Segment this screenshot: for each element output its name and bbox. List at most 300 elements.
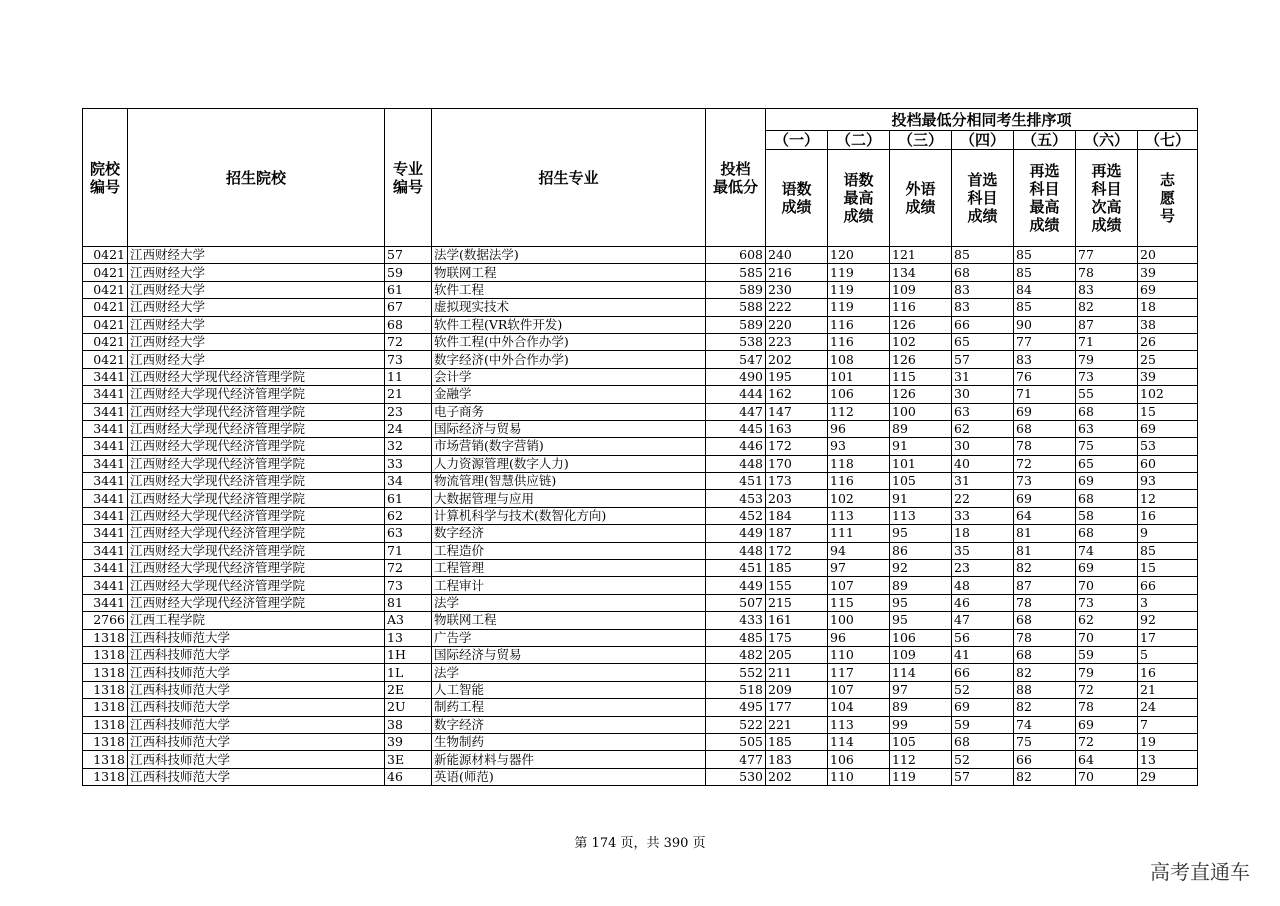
table-row bbox=[83, 420, 1198, 437]
second-subject-next-cell: 59 bbox=[1076, 646, 1138, 663]
major-code-cell: 62 bbox=[385, 507, 432, 524]
first-subject-cell: 31 bbox=[952, 368, 1014, 385]
major-code-cell: 61 bbox=[385, 281, 432, 298]
chinese-math-max-cell: 106 bbox=[828, 751, 890, 768]
major-name-cell: 法学(数据法学) bbox=[432, 247, 706, 264]
school-code-cell: 3441 bbox=[83, 473, 128, 490]
school-name-cell: 江西财经大学现代经济管理学院 bbox=[128, 473, 385, 490]
second-subject-next-cell: 69 bbox=[1076, 716, 1138, 733]
chinese-math-max-cell: 112 bbox=[828, 403, 890, 420]
foreign-lang-cell: 112 bbox=[890, 751, 952, 768]
major-name-cell: 金融学 bbox=[432, 386, 706, 403]
school-code-cell: 3441 bbox=[83, 577, 128, 594]
chinese-math-max-cell: 102 bbox=[828, 490, 890, 507]
min-score-cell: 451 bbox=[706, 560, 766, 577]
school-name-cell: 江西财经大学现代经济管理学院 bbox=[128, 438, 385, 455]
table-row bbox=[83, 507, 1198, 524]
preference-no-cell: 3 bbox=[1138, 594, 1198, 611]
major-code-cell: 32 bbox=[385, 438, 432, 455]
chinese-math-cell: 202 bbox=[766, 768, 828, 785]
second-subject-next-cell: 73 bbox=[1076, 594, 1138, 611]
foreign-lang-cell: 114 bbox=[890, 664, 952, 681]
chinese-math-cell: 223 bbox=[766, 333, 828, 350]
table-row bbox=[83, 438, 1198, 455]
major-code-cell: 23 bbox=[385, 403, 432, 420]
foreign-lang-cell: 106 bbox=[890, 629, 952, 646]
chinese-math-cell: 203 bbox=[766, 490, 828, 507]
foreign-lang-cell: 91 bbox=[890, 490, 952, 507]
second-subject-max-cell: 85 bbox=[1014, 247, 1076, 264]
admission-table bbox=[82, 108, 1198, 786]
major-name-cell: 法学 bbox=[432, 664, 706, 681]
foreign-lang-cell: 92 bbox=[890, 560, 952, 577]
first-subject-cell: 68 bbox=[952, 733, 1014, 750]
chinese-math-max-cell: 107 bbox=[828, 577, 890, 594]
foreign-lang-cell: 95 bbox=[890, 612, 952, 629]
second-subject-max-cell: 68 bbox=[1014, 612, 1076, 629]
header-tiebreak-number: （五） bbox=[1014, 131, 1076, 150]
chinese-math-max-cell: 119 bbox=[828, 281, 890, 298]
foreign-lang-cell: 119 bbox=[890, 768, 952, 785]
min-score-cell: 547 bbox=[706, 351, 766, 368]
major-code-cell: 46 bbox=[385, 768, 432, 785]
school-code-cell: 0421 bbox=[83, 264, 128, 281]
min-score-cell: 482 bbox=[706, 646, 766, 663]
major-code-cell: 63 bbox=[385, 525, 432, 542]
second-subject-max-cell: 68 bbox=[1014, 646, 1076, 663]
school-name-cell: 江西科技师范大学 bbox=[128, 681, 385, 698]
school-code-cell: 0421 bbox=[83, 316, 128, 333]
header-tiebreak-number: （一） bbox=[766, 131, 828, 150]
table-row bbox=[83, 247, 1198, 264]
major-name-cell: 人力资源管理(数字人力) bbox=[432, 455, 706, 472]
first-subject-cell: 30 bbox=[952, 386, 1014, 403]
school-name-cell: 江西科技师范大学 bbox=[128, 646, 385, 663]
second-subject-next-cell: 83 bbox=[1076, 281, 1138, 298]
foreign-lang-cell: 97 bbox=[890, 681, 952, 698]
preference-no-cell: 39 bbox=[1138, 368, 1198, 385]
school-name-cell: 江西财经大学现代经济管理学院 bbox=[128, 507, 385, 524]
major-name-cell: 物联网工程 bbox=[432, 264, 706, 281]
second-subject-max-cell: 69 bbox=[1014, 403, 1076, 420]
first-subject-cell: 56 bbox=[952, 629, 1014, 646]
second-subject-max-cell: 87 bbox=[1014, 577, 1076, 594]
major-code-cell: 68 bbox=[385, 316, 432, 333]
second-subject-next-cell: 87 bbox=[1076, 316, 1138, 333]
min-score-cell: 585 bbox=[706, 264, 766, 281]
school-name-cell: 江西科技师范大学 bbox=[128, 751, 385, 768]
min-score-cell: 451 bbox=[706, 473, 766, 490]
major-code-cell: 38 bbox=[385, 716, 432, 733]
second-subject-max-cell: 88 bbox=[1014, 681, 1076, 698]
chinese-math-max-cell: 108 bbox=[828, 351, 890, 368]
min-score-cell: 507 bbox=[706, 594, 766, 611]
first-subject-cell: 41 bbox=[952, 646, 1014, 663]
second-subject-next-cell: 73 bbox=[1076, 368, 1138, 385]
table-row bbox=[83, 560, 1198, 577]
major-code-cell: 59 bbox=[385, 264, 432, 281]
second-subject-next-cell: 79 bbox=[1076, 664, 1138, 681]
chinese-math-cell: 240 bbox=[766, 247, 828, 264]
chinese-math-cell: 187 bbox=[766, 525, 828, 542]
min-score-cell: 448 bbox=[706, 455, 766, 472]
second-subject-next-cell: 74 bbox=[1076, 542, 1138, 559]
second-subject-max-cell: 82 bbox=[1014, 699, 1076, 716]
first-subject-cell: 63 bbox=[952, 403, 1014, 420]
school-name-cell: 江西财经大学 bbox=[128, 247, 385, 264]
second-subject-next-cell: 70 bbox=[1076, 768, 1138, 785]
school-code-cell: 2766 bbox=[83, 612, 128, 629]
preference-no-cell: 60 bbox=[1138, 455, 1198, 472]
second-subject-next-cell: 75 bbox=[1076, 438, 1138, 455]
preference-no-cell: 13 bbox=[1138, 751, 1198, 768]
second-subject-max-cell: 75 bbox=[1014, 733, 1076, 750]
chinese-math-max-cell: 110 bbox=[828, 646, 890, 663]
table-row bbox=[83, 664, 1198, 681]
watermark: 高考直通车 bbox=[1150, 860, 1250, 884]
second-subject-next-cell: 55 bbox=[1076, 386, 1138, 403]
school-name-cell: 江西财经大学现代经济管理学院 bbox=[128, 403, 385, 420]
major-name-cell: 数字经济 bbox=[432, 525, 706, 542]
major-code-cell: 73 bbox=[385, 577, 432, 594]
first-subject-cell: 57 bbox=[952, 351, 1014, 368]
foreign-lang-cell: 89 bbox=[890, 699, 952, 716]
preference-no-cell: 9 bbox=[1138, 525, 1198, 542]
preference-no-cell: 69 bbox=[1138, 420, 1198, 437]
major-code-cell: 34 bbox=[385, 473, 432, 490]
min-score-cell: 589 bbox=[706, 316, 766, 333]
chinese-math-cell: 177 bbox=[766, 699, 828, 716]
major-name-cell: 国际经济与贸易 bbox=[432, 646, 706, 663]
major-code-cell: 21 bbox=[385, 386, 432, 403]
preference-no-cell: 17 bbox=[1138, 629, 1198, 646]
min-score-cell: 447 bbox=[706, 403, 766, 420]
chinese-math-max-cell: 117 bbox=[828, 664, 890, 681]
preference-no-cell: 16 bbox=[1138, 664, 1198, 681]
min-score-cell: 452 bbox=[706, 507, 766, 524]
second-subject-next-cell: 69 bbox=[1076, 473, 1138, 490]
school-code-cell: 0421 bbox=[83, 281, 128, 298]
foreign-lang-cell: 102 bbox=[890, 333, 952, 350]
first-subject-cell: 59 bbox=[952, 716, 1014, 733]
second-subject-next-cell: 65 bbox=[1076, 455, 1138, 472]
school-name-cell: 江西科技师范大学 bbox=[128, 768, 385, 785]
preference-no-cell: 53 bbox=[1138, 438, 1198, 455]
foreign-lang-cell: 134 bbox=[890, 264, 952, 281]
preference-no-cell: 69 bbox=[1138, 281, 1198, 298]
preference-no-cell: 12 bbox=[1138, 490, 1198, 507]
school-code-cell: 1318 bbox=[83, 733, 128, 750]
second-subject-max-cell: 78 bbox=[1014, 594, 1076, 611]
chinese-math-cell: 170 bbox=[766, 455, 828, 472]
min-score-cell: 446 bbox=[706, 438, 766, 455]
major-code-cell: 61 bbox=[385, 490, 432, 507]
foreign-lang-cell: 105 bbox=[890, 733, 952, 750]
first-subject-cell: 85 bbox=[952, 247, 1014, 264]
second-subject-next-cell: 58 bbox=[1076, 507, 1138, 524]
chinese-math-cell: 185 bbox=[766, 560, 828, 577]
min-score-cell: 588 bbox=[706, 299, 766, 316]
chinese-math-cell: 209 bbox=[766, 681, 828, 698]
chinese-math-max-cell: 107 bbox=[828, 681, 890, 698]
header-tiebreak-title: 投档最低分相同考生排序项 bbox=[766, 109, 1198, 131]
min-score-cell: 477 bbox=[706, 751, 766, 768]
chinese-math-max-cell: 101 bbox=[828, 368, 890, 385]
major-code-cell: 57 bbox=[385, 247, 432, 264]
school-code-cell: 0421 bbox=[83, 299, 128, 316]
second-subject-next-cell: 68 bbox=[1076, 403, 1138, 420]
second-subject-max-cell: 73 bbox=[1014, 473, 1076, 490]
foreign-lang-cell: 99 bbox=[890, 716, 952, 733]
second-subject-max-cell: 85 bbox=[1014, 264, 1076, 281]
chinese-math-max-cell: 111 bbox=[828, 525, 890, 542]
chinese-math-max-cell: 118 bbox=[828, 455, 890, 472]
page-footer: 第 174 页，共 390 页 bbox=[574, 836, 706, 851]
first-subject-cell: 65 bbox=[952, 333, 1014, 350]
first-subject-cell: 48 bbox=[952, 577, 1014, 594]
second-subject-next-cell: 71 bbox=[1076, 333, 1138, 350]
school-code-cell: 1318 bbox=[83, 751, 128, 768]
major-name-cell: 大数据管理与应用 bbox=[432, 490, 706, 507]
second-subject-max-cell: 85 bbox=[1014, 299, 1076, 316]
chinese-math-max-cell: 115 bbox=[828, 594, 890, 611]
min-score-cell: 485 bbox=[706, 629, 766, 646]
header-school-code: 院校 编号 bbox=[83, 109, 128, 247]
school-name-cell: 江西财经大学 bbox=[128, 299, 385, 316]
chinese-math-max-cell: 106 bbox=[828, 386, 890, 403]
chinese-math-max-cell: 94 bbox=[828, 542, 890, 559]
second-subject-max-cell: 64 bbox=[1014, 507, 1076, 524]
foreign-lang-cell: 126 bbox=[890, 386, 952, 403]
min-score-cell: 453 bbox=[706, 490, 766, 507]
second-subject-next-cell: 68 bbox=[1076, 490, 1138, 507]
chinese-math-cell: 161 bbox=[766, 612, 828, 629]
table-row bbox=[83, 333, 1198, 350]
min-score-cell: 448 bbox=[706, 542, 766, 559]
school-name-cell: 江西财经大学现代经济管理学院 bbox=[128, 577, 385, 594]
school-name-cell: 江西财经大学现代经济管理学院 bbox=[128, 455, 385, 472]
major-name-cell: 电子商务 bbox=[432, 403, 706, 420]
school-code-cell: 3441 bbox=[83, 420, 128, 437]
first-subject-cell: 31 bbox=[952, 473, 1014, 490]
table-row bbox=[83, 299, 1198, 316]
table-row bbox=[83, 612, 1198, 629]
table-row bbox=[83, 490, 1198, 507]
header-tiebreak-label: 志 愿 号 bbox=[1138, 150, 1198, 247]
table-row bbox=[83, 699, 1198, 716]
table-row bbox=[83, 629, 1198, 646]
chinese-math-cell: 162 bbox=[766, 386, 828, 403]
second-subject-max-cell: 90 bbox=[1014, 316, 1076, 333]
chinese-math-max-cell: 100 bbox=[828, 612, 890, 629]
second-subject-next-cell: 79 bbox=[1076, 351, 1138, 368]
major-code-cell: 71 bbox=[385, 542, 432, 559]
header-tiebreak-number: （二） bbox=[828, 131, 890, 150]
chinese-math-max-cell: 119 bbox=[828, 299, 890, 316]
school-code-cell: 3441 bbox=[83, 490, 128, 507]
min-score-cell: 530 bbox=[706, 768, 766, 785]
table-row bbox=[83, 681, 1198, 698]
school-code-cell: 3441 bbox=[83, 560, 128, 577]
second-subject-max-cell: 68 bbox=[1014, 420, 1076, 437]
second-subject-next-cell: 70 bbox=[1076, 629, 1138, 646]
preference-no-cell: 102 bbox=[1138, 386, 1198, 403]
chinese-math-max-cell: 119 bbox=[828, 264, 890, 281]
chinese-math-cell: 185 bbox=[766, 733, 828, 750]
second-subject-max-cell: 78 bbox=[1014, 629, 1076, 646]
major-name-cell: 国际经济与贸易 bbox=[432, 420, 706, 437]
major-name-cell: 法学 bbox=[432, 594, 706, 611]
major-code-cell: A3 bbox=[385, 612, 432, 629]
chinese-math-cell: 202 bbox=[766, 351, 828, 368]
preference-no-cell: 21 bbox=[1138, 681, 1198, 698]
chinese-math-max-cell: 110 bbox=[828, 768, 890, 785]
header-major-code: 专业 编号 bbox=[385, 109, 432, 247]
major-name-cell: 制药工程 bbox=[432, 699, 706, 716]
major-name-cell: 会计学 bbox=[432, 368, 706, 385]
second-subject-max-cell: 81 bbox=[1014, 525, 1076, 542]
table-row bbox=[83, 368, 1198, 385]
table-row bbox=[83, 281, 1198, 298]
major-code-cell: 1L bbox=[385, 664, 432, 681]
major-name-cell: 工程造价 bbox=[432, 542, 706, 559]
second-subject-max-cell: 82 bbox=[1014, 560, 1076, 577]
foreign-lang-cell: 95 bbox=[890, 525, 952, 542]
major-name-cell: 数字经济(中外合作办学) bbox=[432, 351, 706, 368]
school-code-cell: 0421 bbox=[83, 333, 128, 350]
preference-no-cell: 5 bbox=[1138, 646, 1198, 663]
first-subject-cell: 52 bbox=[952, 681, 1014, 698]
school-name-cell: 江西财经大学 bbox=[128, 333, 385, 350]
school-name-cell: 江西财经大学现代经济管理学院 bbox=[128, 368, 385, 385]
major-code-cell: 81 bbox=[385, 594, 432, 611]
school-name-cell: 江西科技师范大学 bbox=[128, 716, 385, 733]
major-code-cell: 3E bbox=[385, 751, 432, 768]
preference-no-cell: 66 bbox=[1138, 577, 1198, 594]
first-subject-cell: 23 bbox=[952, 560, 1014, 577]
major-name-cell: 软件工程(VR软件开发) bbox=[432, 316, 706, 333]
second-subject-next-cell: 62 bbox=[1076, 612, 1138, 629]
foreign-lang-cell: 100 bbox=[890, 403, 952, 420]
second-subject-max-cell: 77 bbox=[1014, 333, 1076, 350]
table-row bbox=[83, 264, 1198, 281]
preference-no-cell: 85 bbox=[1138, 542, 1198, 559]
first-subject-cell: 68 bbox=[952, 264, 1014, 281]
major-code-cell: 73 bbox=[385, 351, 432, 368]
school-code-cell: 0421 bbox=[83, 351, 128, 368]
school-code-cell: 3441 bbox=[83, 455, 128, 472]
chinese-math-cell: 221 bbox=[766, 716, 828, 733]
first-subject-cell: 66 bbox=[952, 316, 1014, 333]
chinese-math-cell: 184 bbox=[766, 507, 828, 524]
school-name-cell: 江西工程学院 bbox=[128, 612, 385, 629]
preference-no-cell: 15 bbox=[1138, 560, 1198, 577]
chinese-math-cell: 215 bbox=[766, 594, 828, 611]
header-min-score: 投档 最低分 bbox=[706, 109, 766, 247]
preference-no-cell: 15 bbox=[1138, 403, 1198, 420]
chinese-math-cell: 155 bbox=[766, 577, 828, 594]
table-row bbox=[83, 542, 1198, 559]
chinese-math-cell: 211 bbox=[766, 664, 828, 681]
first-subject-cell: 66 bbox=[952, 664, 1014, 681]
min-score-cell: 444 bbox=[706, 386, 766, 403]
foreign-lang-cell: 121 bbox=[890, 247, 952, 264]
table-row bbox=[83, 455, 1198, 472]
school-code-cell: 1318 bbox=[83, 768, 128, 785]
school-code-cell: 3441 bbox=[83, 386, 128, 403]
foreign-lang-cell: 86 bbox=[890, 542, 952, 559]
chinese-math-cell: 147 bbox=[766, 403, 828, 420]
chinese-math-max-cell: 93 bbox=[828, 438, 890, 455]
major-name-cell: 新能源材料与器件 bbox=[432, 751, 706, 768]
first-subject-cell: 46 bbox=[952, 594, 1014, 611]
major-name-cell: 工程审计 bbox=[432, 577, 706, 594]
second-subject-next-cell: 78 bbox=[1076, 264, 1138, 281]
second-subject-max-cell: 66 bbox=[1014, 751, 1076, 768]
min-score-cell: 552 bbox=[706, 664, 766, 681]
school-name-cell: 江西财经大学 bbox=[128, 316, 385, 333]
chinese-math-cell: 172 bbox=[766, 542, 828, 559]
first-subject-cell: 30 bbox=[952, 438, 1014, 455]
min-score-cell: 608 bbox=[706, 247, 766, 264]
table-row bbox=[83, 716, 1198, 733]
foreign-lang-cell: 95 bbox=[890, 594, 952, 611]
major-code-cell: 11 bbox=[385, 368, 432, 385]
first-subject-cell: 35 bbox=[952, 542, 1014, 559]
foreign-lang-cell: 116 bbox=[890, 299, 952, 316]
first-subject-cell: 83 bbox=[952, 281, 1014, 298]
school-code-cell: 3441 bbox=[83, 507, 128, 524]
preference-no-cell: 29 bbox=[1138, 768, 1198, 785]
school-name-cell: 江西财经大学现代经济管理学院 bbox=[128, 594, 385, 611]
major-name-cell: 人工智能 bbox=[432, 681, 706, 698]
school-code-cell: 1318 bbox=[83, 629, 128, 646]
second-subject-max-cell: 84 bbox=[1014, 281, 1076, 298]
chinese-math-cell: 175 bbox=[766, 629, 828, 646]
preference-no-cell: 19 bbox=[1138, 733, 1198, 750]
chinese-math-cell: 220 bbox=[766, 316, 828, 333]
header-tiebreak-number: （四） bbox=[952, 131, 1014, 150]
second-subject-max-cell: 82 bbox=[1014, 664, 1076, 681]
preference-no-cell: 93 bbox=[1138, 473, 1198, 490]
major-name-cell: 生物制药 bbox=[432, 733, 706, 750]
preference-no-cell: 92 bbox=[1138, 612, 1198, 629]
min-score-cell: 490 bbox=[706, 368, 766, 385]
table-row bbox=[83, 386, 1198, 403]
header-tiebreak-label: 语数 成绩 bbox=[766, 150, 828, 247]
table-row bbox=[83, 577, 1198, 594]
school-code-cell: 1318 bbox=[83, 664, 128, 681]
first-subject-cell: 83 bbox=[952, 299, 1014, 316]
chinese-math-cell: 230 bbox=[766, 281, 828, 298]
second-subject-max-cell: 78 bbox=[1014, 438, 1076, 455]
preference-no-cell: 26 bbox=[1138, 333, 1198, 350]
major-code-cell: 1H bbox=[385, 646, 432, 663]
preference-no-cell: 18 bbox=[1138, 299, 1198, 316]
first-subject-cell: 22 bbox=[952, 490, 1014, 507]
second-subject-next-cell: 64 bbox=[1076, 751, 1138, 768]
school-code-cell: 3441 bbox=[83, 403, 128, 420]
major-name-cell: 虚拟现实技术 bbox=[432, 299, 706, 316]
chinese-math-max-cell: 97 bbox=[828, 560, 890, 577]
major-name-cell: 英语(师范) bbox=[432, 768, 706, 785]
second-subject-next-cell: 70 bbox=[1076, 577, 1138, 594]
second-subject-next-cell: 63 bbox=[1076, 420, 1138, 437]
school-name-cell: 江西科技师范大学 bbox=[128, 629, 385, 646]
school-name-cell: 江西财经大学现代经济管理学院 bbox=[128, 490, 385, 507]
school-name-cell: 江西财经大学现代经济管理学院 bbox=[128, 525, 385, 542]
chinese-math-max-cell: 96 bbox=[828, 420, 890, 437]
